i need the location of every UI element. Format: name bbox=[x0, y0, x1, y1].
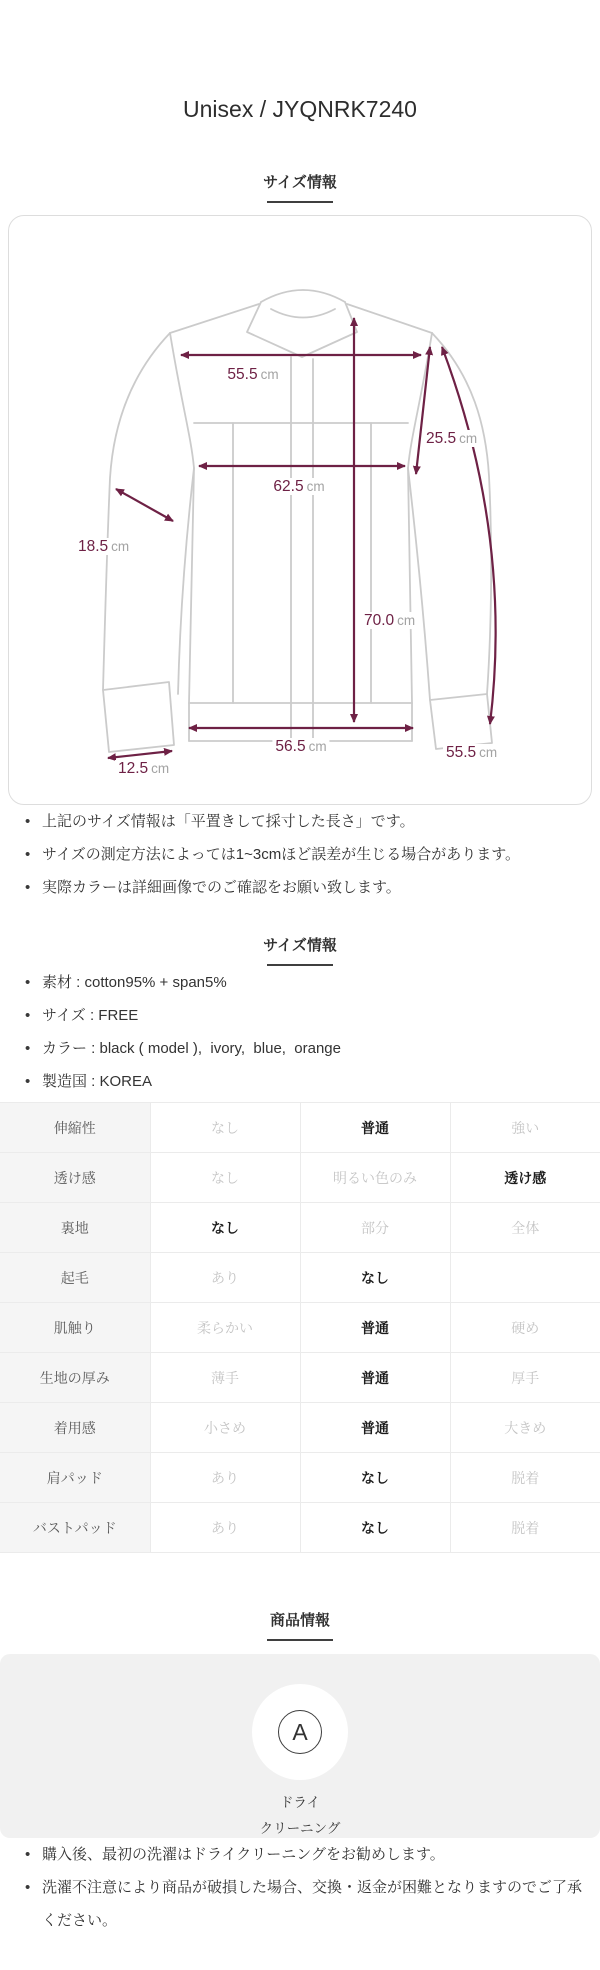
spec-option: あり bbox=[150, 1453, 300, 1503]
measurement-label-hem: 56.5 cm bbox=[272, 738, 329, 755]
note-item: • サイズ : FREE bbox=[25, 999, 582, 1032]
spec-row bbox=[0, 1503, 600, 1553]
material-notes-list bbox=[0, 966, 600, 1098]
note-item: • 上記のサイズ情報は「平置きして採寸した長さ」です。 bbox=[25, 805, 582, 838]
page-title: Unisex / JYQNRK7240 bbox=[183, 96, 417, 122]
spec-row bbox=[0, 1303, 600, 1353]
heading-underline bbox=[267, 201, 333, 203]
heading-underline bbox=[267, 1639, 333, 1641]
jacket-measurement-diagram bbox=[9, 216, 593, 804]
care-notes-list bbox=[0, 1838, 600, 1937]
spec-option: あり bbox=[150, 1253, 300, 1303]
spec-option-selected: 普通 bbox=[300, 1353, 450, 1403]
spec-row bbox=[0, 1253, 600, 1303]
care-label-line1: ドライ bbox=[279, 1795, 321, 1810]
jacket-outline bbox=[103, 290, 492, 752]
spec-row-label: 伸縮性 bbox=[0, 1103, 150, 1153]
note-item: • 製造国 : KOREA bbox=[25, 1065, 582, 1098]
care-label bbox=[0, 1790, 600, 1842]
spec-option-selected: なし bbox=[300, 1503, 450, 1553]
spec-option-selected: 普通 bbox=[300, 1303, 450, 1353]
spec-row bbox=[0, 1203, 600, 1253]
spec-option: 厚手 bbox=[450, 1353, 600, 1403]
spec-option-selected: なし bbox=[150, 1203, 300, 1253]
spec-option: 部分 bbox=[300, 1203, 450, 1253]
spec-option bbox=[450, 1253, 600, 1303]
spec-row-label: バストパッド bbox=[0, 1503, 150, 1553]
section-heading-label: 商品情報 bbox=[269, 1612, 330, 1629]
spec-option-selected: 透け感 bbox=[450, 1153, 600, 1203]
measurement-label-armhole: 25.5 cm bbox=[423, 430, 480, 447]
note-item: • サイズの測定方法によっては1~3cmほど誤差が生じる場合があります。 bbox=[25, 838, 582, 871]
spec-option: 小さめ bbox=[150, 1403, 300, 1453]
measurement-label-chest: 62.5 cm bbox=[270, 478, 327, 495]
spec-option: 柔らかい bbox=[150, 1303, 300, 1353]
dry-cleaning-symbol: A bbox=[278, 1710, 322, 1754]
measurement-label-cuff: 12.5 cm bbox=[115, 760, 172, 777]
spec-row bbox=[0, 1403, 600, 1453]
measurement-label-sleeve-length: 55.5 cm bbox=[443, 744, 500, 761]
spec-row-label: 肩パッド bbox=[0, 1453, 150, 1503]
spec-option: 全体 bbox=[450, 1203, 600, 1253]
note-item: • 実際カラーは詳細画像でのご確認をお願い致します。 bbox=[25, 871, 582, 904]
spec-option: 明るい色のみ bbox=[300, 1153, 450, 1203]
dry-cleaning-icon bbox=[252, 1684, 348, 1780]
measurement-label-shoulder: 55.5 cm bbox=[224, 366, 281, 383]
note-item: • 素材 : cotton95% + span5% bbox=[25, 966, 582, 999]
spec-option: 大きめ bbox=[450, 1403, 600, 1453]
section-heading-label: サイズ情報 bbox=[263, 937, 337, 954]
spec-option-selected: 普通 bbox=[300, 1103, 450, 1153]
section-heading-size-diagram bbox=[0, 171, 600, 203]
spec-row bbox=[0, 1153, 600, 1203]
measurement-label-sleeve-opening: 18.5 cm bbox=[75, 538, 132, 555]
spec-option: 強い bbox=[450, 1103, 600, 1153]
care-instructions-panel bbox=[0, 1654, 600, 1838]
spec-row-label: 起毛 bbox=[0, 1253, 150, 1303]
spec-option: 脱着 bbox=[450, 1453, 600, 1503]
section-heading-label: サイズ情報 bbox=[263, 174, 337, 191]
spec-row-label: 透け感 bbox=[0, 1153, 150, 1203]
spec-row-label: 裏地 bbox=[0, 1203, 150, 1253]
spec-table bbox=[0, 1102, 600, 1553]
spec-row-label: 肌触り bbox=[0, 1303, 150, 1353]
spec-row bbox=[0, 1453, 600, 1503]
measurement-arrows bbox=[108, 318, 496, 758]
care-label-line2: クリーニング bbox=[259, 1821, 341, 1836]
section-heading-size-info bbox=[0, 934, 600, 966]
note-item: • 洗濯不注意により商品が破損した場合、交換・返金が困難となりますのでご了承ください。 bbox=[25, 1871, 582, 1937]
spec-option-selected: なし bbox=[300, 1453, 450, 1503]
spec-option: なし bbox=[150, 1103, 300, 1153]
spec-row bbox=[0, 1353, 600, 1403]
spec-option-selected: 普通 bbox=[300, 1403, 450, 1453]
note-item: • 購入後、最初の洗濯はドライクリーニングをお勧めします。 bbox=[25, 1838, 582, 1871]
spec-option-selected: なし bbox=[300, 1253, 450, 1303]
spec-row-label: 生地の厚み bbox=[0, 1353, 150, 1403]
spec-option: 硬め bbox=[450, 1303, 600, 1353]
spec-option: 薄手 bbox=[150, 1353, 300, 1403]
measurement-label-length: 70.0 cm bbox=[361, 612, 418, 629]
spec-row bbox=[0, 1103, 600, 1153]
spec-table-body bbox=[0, 1103, 600, 1553]
size-notes-list bbox=[0, 805, 600, 904]
spec-option: 脱着 bbox=[450, 1503, 600, 1553]
size-diagram-panel bbox=[8, 215, 592, 805]
spec-option: なし bbox=[150, 1153, 300, 1203]
spec-row-label: 着用感 bbox=[0, 1403, 150, 1453]
note-item: • カラー : black ( model ), ivory, blue, orange bbox=[25, 1032, 582, 1065]
spec-option: あり bbox=[150, 1503, 300, 1553]
section-heading-product-info bbox=[0, 1609, 600, 1641]
